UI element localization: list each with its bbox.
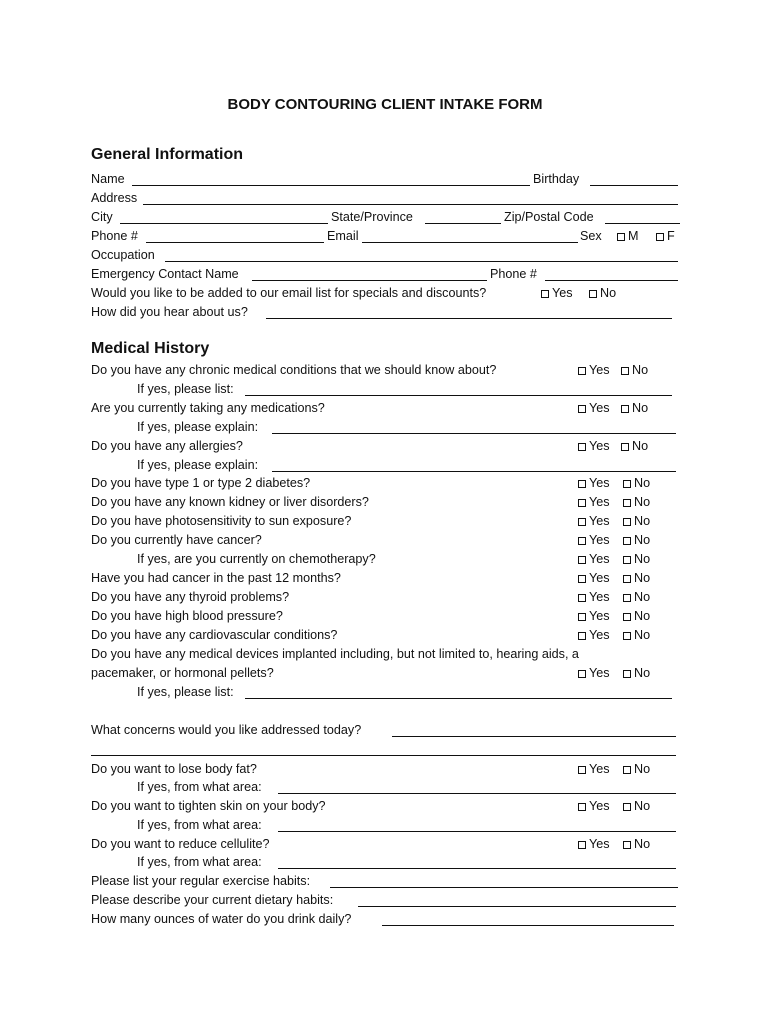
checkbox-icon (578, 632, 586, 640)
q-blood-pressure-no[interactable]: No (623, 607, 650, 625)
q-cellulite-field[interactable] (278, 868, 676, 869)
q-water-field[interactable] (382, 925, 674, 926)
q-chemo-no[interactable]: No (623, 550, 650, 568)
phone-field[interactable] (146, 242, 324, 243)
q-concerns: What concerns would you like addressed today? (91, 723, 362, 737)
email-list-no[interactable]: No (589, 284, 616, 302)
q-body-fat-sub: If yes, from what area: (137, 780, 262, 794)
q-medications-no[interactable]: No (621, 399, 648, 417)
checkbox-icon (578, 556, 586, 564)
q-cellulite-no[interactable]: No (623, 835, 650, 853)
q-devices-line1: Do you have any medical devices implanted including, but not limited to, hearing aids, a (91, 647, 579, 661)
q-chemo-yes[interactable]: Yes (578, 550, 610, 568)
occupation-label: Occupation (91, 248, 155, 262)
q-medications-yes[interactable]: Yes (578, 399, 610, 417)
hear-field[interactable] (266, 318, 672, 319)
q-thyroid-yes[interactable]: Yes (578, 588, 610, 606)
q-cancer-no[interactable]: No (623, 531, 650, 549)
q-chronic-no[interactable]: No (621, 361, 648, 379)
name-label: Name (91, 172, 125, 186)
q-past-cancer: Have you had cancer in the past 12 months? (91, 571, 341, 585)
q-photosensitivity: Do you have photosensitivity to sun exposure? (91, 514, 352, 528)
checkbox-icon (623, 480, 631, 488)
q-body-fat-yes[interactable]: Yes (578, 760, 610, 778)
q-chronic: Do you have any chronic medical conditions that we should know about? (91, 363, 497, 377)
checkbox-icon (623, 518, 631, 526)
email-list-question: Would you like to be added to our email list for specials and discounts? (91, 286, 487, 300)
state-label: State/Province (331, 210, 413, 224)
checkbox-icon (623, 632, 631, 640)
q-cellulite-sub: If yes, from what area: (137, 855, 262, 869)
q-thyroid: Do you have any thyroid problems? (91, 590, 290, 604)
q-tighten-skin-sub: If yes, from what area: (137, 818, 262, 832)
q-diabetes: Do you have type 1 or type 2 diabetes? (91, 476, 311, 490)
checkbox-icon (623, 594, 631, 602)
q-allergies-field[interactable] (272, 471, 676, 472)
q-medications-sub: If yes, please explain: (137, 420, 259, 434)
checkbox-icon (578, 499, 586, 507)
email-list-yes[interactable]: Yes (541, 284, 573, 302)
checkbox-icon (623, 499, 631, 507)
checkbox-icon (578, 367, 586, 375)
q-cancer: Do you currently have cancer? (91, 533, 262, 547)
q-cellulite: Do you want to reduce cellulite? (91, 837, 270, 851)
checkbox-icon (578, 670, 586, 678)
q-devices-line2: pacemaker, or hormonal pellets? (91, 666, 274, 680)
q-tighten-skin: Do you want to tighten skin on your body? (91, 799, 326, 813)
q-chronic-field[interactable] (245, 395, 672, 396)
q-devices-yes[interactable]: Yes (578, 664, 610, 682)
q-body-fat-no[interactable]: No (623, 760, 650, 778)
zip-label: Zip/Postal Code (504, 210, 594, 224)
occupation-field[interactable] (165, 261, 678, 262)
hear-label: How did you hear about us? (91, 305, 248, 319)
q-allergies-sub: If yes, please explain: (137, 458, 259, 472)
checkbox-icon (578, 594, 586, 602)
q-concerns-field-2[interactable] (91, 755, 676, 756)
checkbox-icon (623, 766, 631, 774)
birthday-field[interactable] (590, 185, 678, 186)
emergency-label: Emergency Contact Name (91, 267, 239, 281)
q-allergies-no[interactable]: No (621, 437, 648, 455)
checkbox-icon (623, 803, 631, 811)
q-chronic-yes[interactable]: Yes (578, 361, 610, 379)
state-field[interactable] (425, 223, 501, 224)
q-kidney: Do you have any known kidney or liver disorders? (91, 495, 369, 509)
email-label: Email (327, 229, 359, 243)
checkbox-icon (621, 405, 629, 413)
q-blood-pressure: Do you have high blood pressure? (91, 609, 283, 623)
q-cardiovascular: Do you have any cardiovascular conditions? (91, 628, 338, 642)
q-allergies-yes[interactable]: Yes (578, 437, 610, 455)
email-field[interactable] (362, 242, 578, 243)
checkbox-icon (617, 233, 625, 241)
q-cardiovascular-yes[interactable]: Yes (578, 626, 610, 644)
address-label: Address (91, 191, 138, 205)
q-cancer-yes[interactable]: Yes (578, 531, 610, 549)
sex-label: Sex (580, 229, 602, 243)
q-cardiovascular-no[interactable]: No (623, 626, 650, 644)
checkbox-icon (578, 443, 586, 451)
checkbox-icon (623, 841, 631, 849)
q-kidney-yes[interactable]: Yes (578, 493, 610, 511)
checkbox-icon (578, 518, 586, 526)
checkbox-icon (623, 575, 631, 583)
sex-male-option[interactable]: M (617, 227, 639, 245)
checkbox-icon (578, 480, 586, 488)
q-past-cancer-yes[interactable]: Yes (578, 569, 610, 587)
phone-label: Phone # (91, 229, 138, 243)
q-thyroid-no[interactable]: No (623, 588, 650, 606)
general-heading: General Information (91, 146, 244, 163)
q-body-fat: Do you want to lose body fat? (91, 762, 257, 776)
checkbox-icon (621, 443, 629, 451)
checkbox-icon (623, 556, 631, 564)
q-diabetes-yes[interactable]: Yes (578, 474, 610, 492)
checkbox-icon (578, 405, 586, 413)
q-tighten-skin-yes[interactable]: Yes (578, 797, 610, 815)
address-field[interactable] (143, 204, 678, 205)
q-photosensitivity-no[interactable]: No (623, 512, 650, 530)
checkbox-icon (656, 233, 664, 241)
checkbox-icon (578, 766, 586, 774)
q-diabetes-no[interactable]: No (623, 474, 650, 492)
checkbox-icon (623, 670, 631, 678)
form-title: BODY CONTOURING CLIENT INTAKE FORM (227, 96, 543, 113)
q-devices-sub: If yes, please list: (137, 685, 234, 699)
q-body-fat-field[interactable] (278, 793, 676, 794)
checkbox-icon (578, 841, 586, 849)
medical-heading: Medical History (91, 340, 210, 357)
q-medications-field[interactable] (272, 433, 676, 434)
q-photosensitivity-yes[interactable]: Yes (578, 512, 610, 530)
q-chronic-sub: If yes, please list: (137, 382, 234, 396)
zip-field[interactable] (605, 223, 680, 224)
q-diet-field[interactable] (358, 906, 676, 907)
checkbox-icon (578, 803, 586, 811)
q-cellulite-yes[interactable]: Yes (578, 835, 610, 853)
birthday-label: Birthday (533, 172, 580, 186)
q-chemo: If yes, are you currently on chemotherapy? (137, 552, 376, 566)
checkbox-icon (578, 613, 586, 621)
checkbox-icon (621, 367, 629, 375)
q-diet: Please describe your current dietary habits: (91, 893, 334, 907)
q-tighten-skin-no[interactable]: No (623, 797, 650, 815)
sex-female-option[interactable]: F (656, 227, 675, 245)
city-field[interactable] (120, 223, 328, 224)
q-devices-field[interactable] (245, 698, 672, 699)
checkbox-icon (589, 290, 597, 298)
q-past-cancer-no[interactable]: No (623, 569, 650, 587)
checkbox-icon (623, 613, 631, 621)
q-blood-pressure-yes[interactable]: Yes (578, 607, 610, 625)
q-tighten-skin-field[interactable] (278, 831, 676, 832)
checkbox-icon (578, 575, 586, 583)
q-water: How many ounces of water do you drink daily? (91, 912, 352, 926)
city-label: City (91, 210, 113, 224)
checkbox-icon (541, 290, 549, 298)
emergency-phone-field[interactable] (545, 280, 678, 281)
name-field[interactable] (132, 185, 530, 186)
checkbox-icon (578, 537, 586, 545)
checkbox-icon (623, 537, 631, 545)
q-exercise: Please list your regular exercise habits: (91, 874, 311, 888)
q-exercise-field[interactable] (330, 887, 678, 888)
q-kidney-no[interactable]: No (623, 493, 650, 511)
emergency-field[interactable] (252, 280, 487, 281)
q-medications: Are you currently taking any medications? (91, 401, 325, 415)
q-devices-no[interactable]: No (623, 664, 650, 682)
q-allergies: Do you have any allergies? (91, 439, 243, 453)
emergency-phone-label: Phone # (490, 267, 537, 281)
q-concerns-field[interactable] (392, 736, 676, 737)
